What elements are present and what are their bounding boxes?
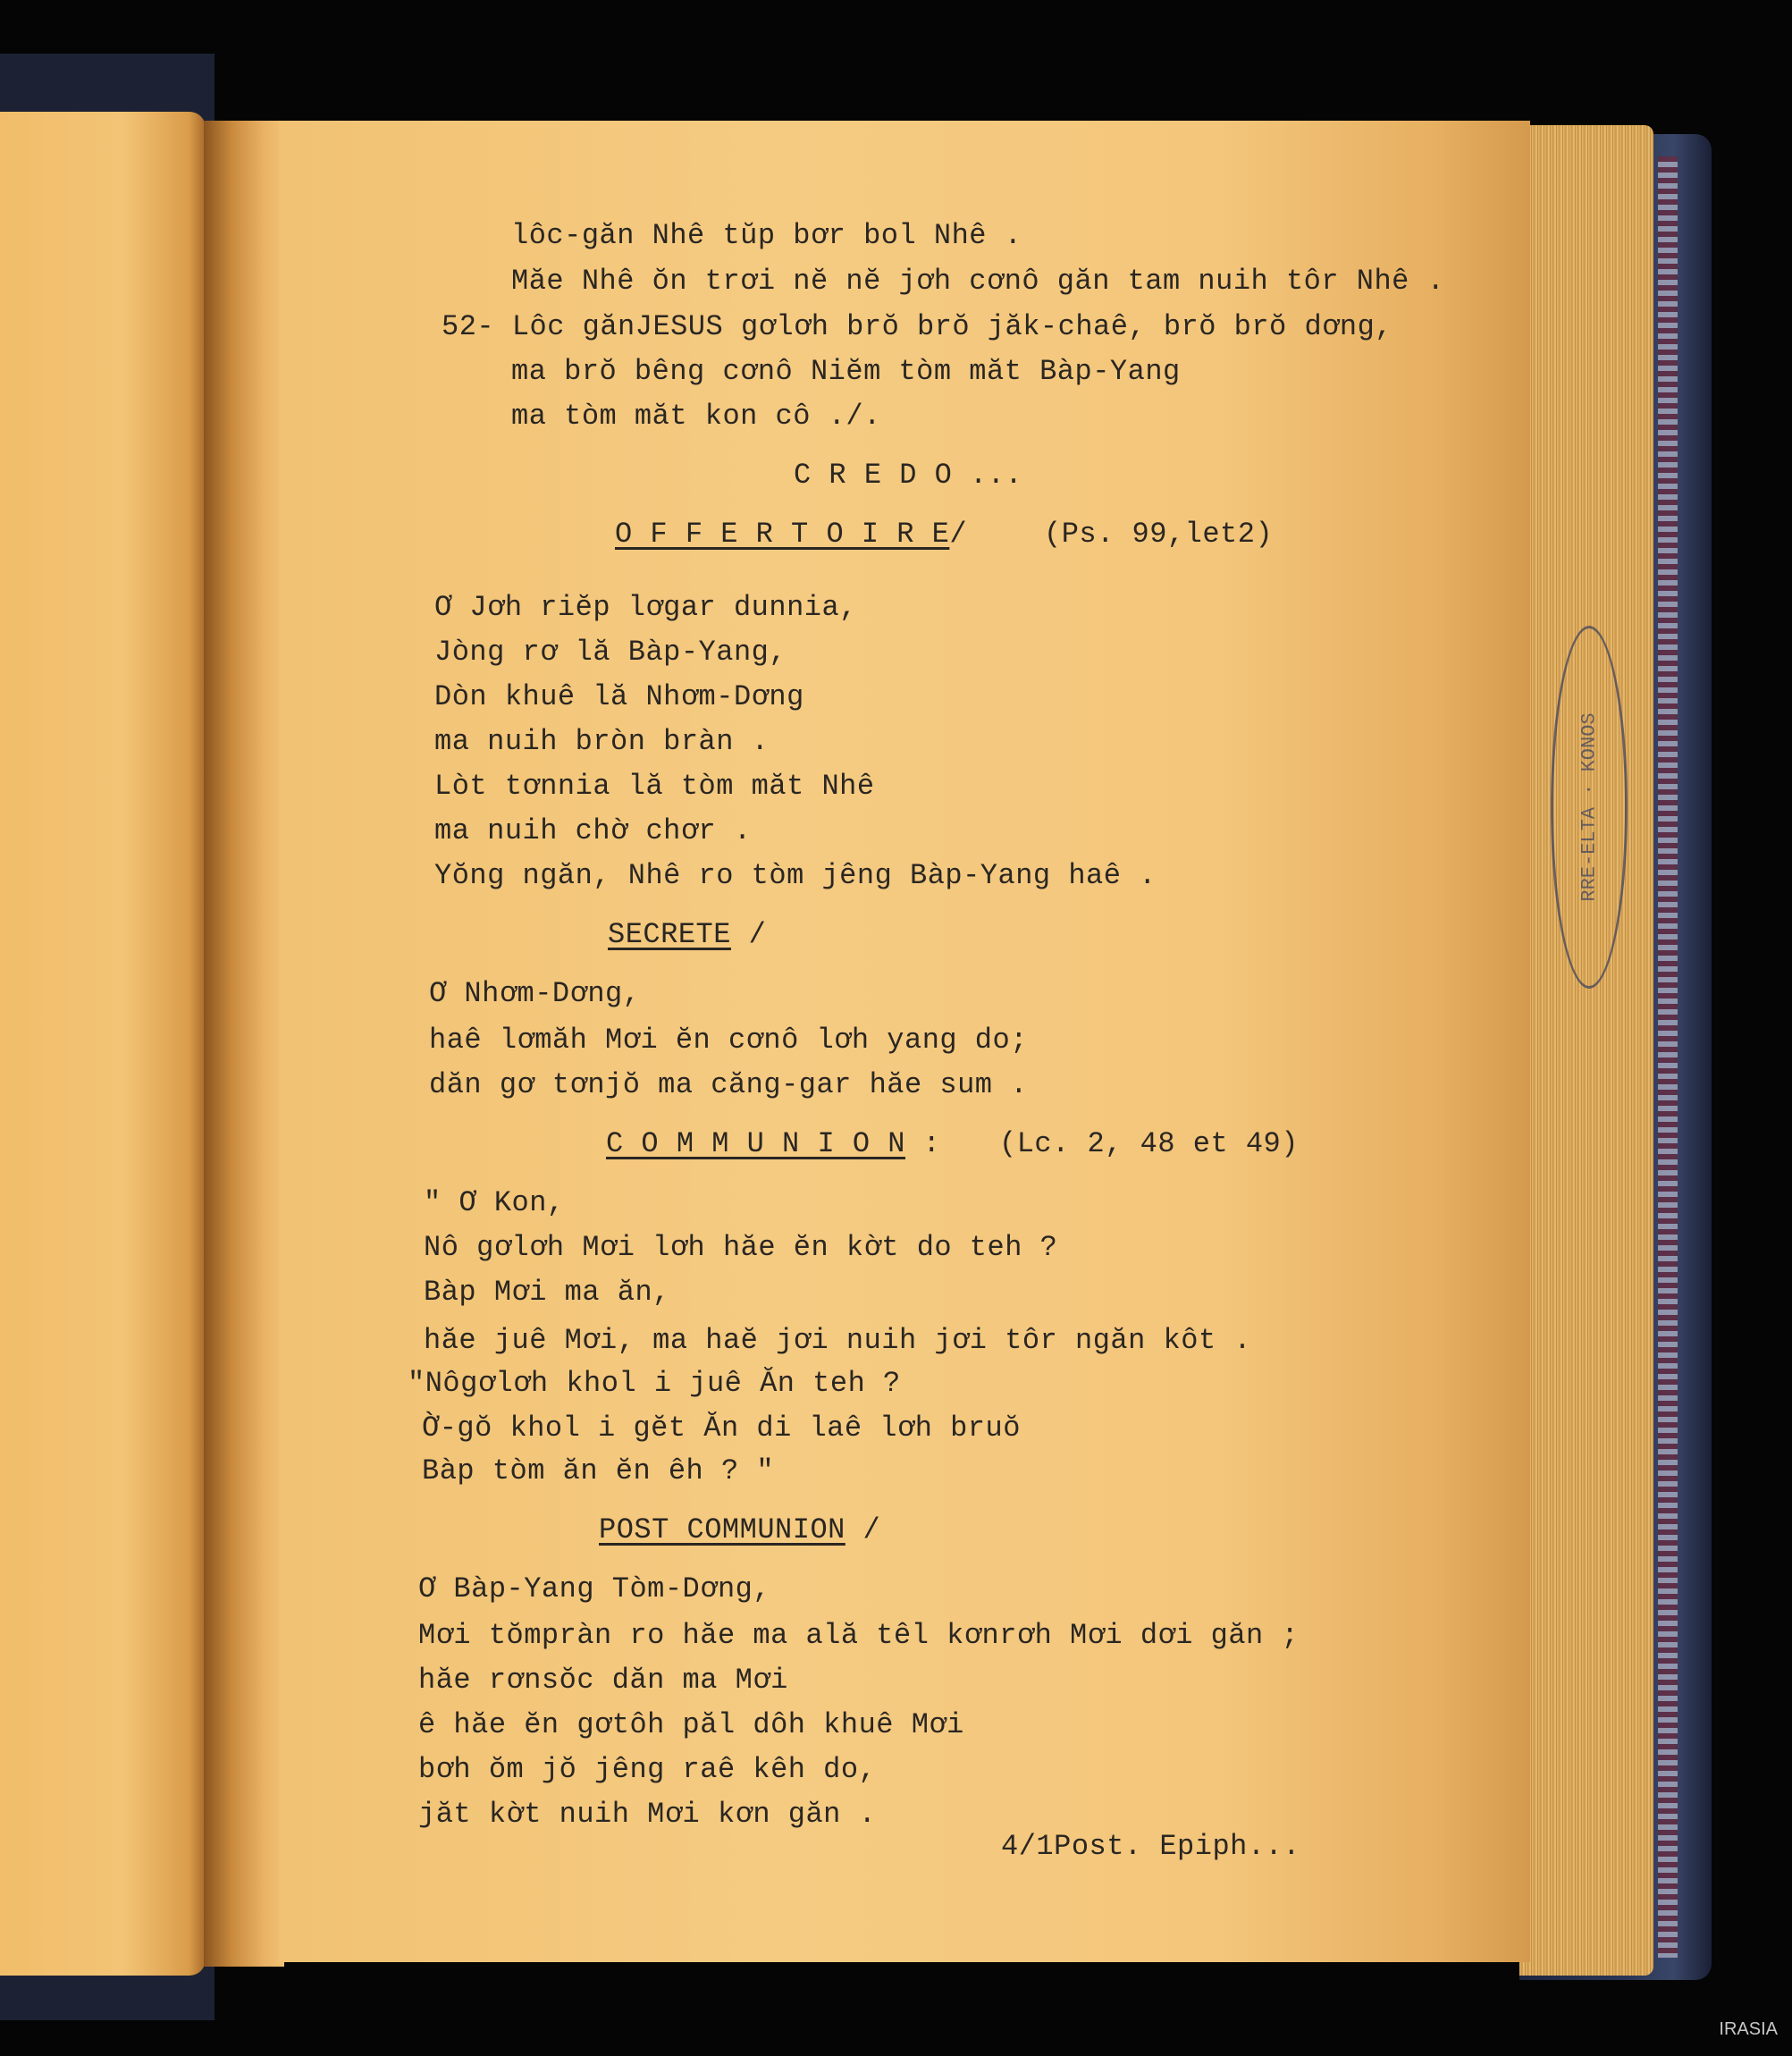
text-line: Jòng rơ lă Bàp-Yang, bbox=[434, 636, 787, 669]
text-line: Bàp tòm ăn ĕn êh ? " bbox=[422, 1454, 775, 1487]
text-line: ma brŏ bêng cơnô Niĕm tòm măt Bàp-Yang bbox=[511, 355, 1181, 388]
text-line: Ơ Jơh riĕp lơgar dunnia, bbox=[434, 591, 857, 624]
text-line: lôc-găn Nhê tŭp bơr bol Nhê . bbox=[511, 219, 1022, 252]
library-stamp bbox=[1551, 626, 1628, 989]
secrete-heading bbox=[608, 919, 766, 951]
secrete-title: SECRETE bbox=[608, 918, 731, 951]
text-line: ma tòm măt kon cô ./. bbox=[511, 400, 881, 433]
text-line: " Ơ Kon, bbox=[424, 1186, 565, 1219]
offertoire-heading bbox=[615, 518, 967, 551]
communion-reference: (Lc. 2, 48 et 49) bbox=[999, 1127, 1299, 1160]
text-line: Ờ-gŏ khol i gĕt Ăn di laê lơh bruŏ bbox=[422, 1411, 1021, 1445]
text-line: jăt kờt nuih Mơi kơn găn . bbox=[418, 1798, 877, 1831]
left-page bbox=[0, 112, 206, 1976]
text-line: Mơi tŏmpràn ro hăe ma ală têl kơnrơh Mơi dơi găn ; bbox=[418, 1619, 1300, 1652]
text-line: 52- Lôc gănJESUS gơlơh brŏ brŏ jăk-chaê, brŏ brŏ dơng, bbox=[442, 310, 1392, 343]
text-line: Măe Nhê ŏn trơi nĕ nĕ jơh cơnô găn tam nuih tôr Nhê . bbox=[511, 265, 1445, 298]
page-footer-note: 4/1Post. Epiph... bbox=[1001, 1830, 1300, 1863]
text-line: Ơ Nhơm-Dơng, bbox=[429, 977, 641, 1010]
text-line: bơh ŏm jŏ jêng raê kêh do, bbox=[418, 1753, 877, 1786]
text-line: haê lơmăh Mơi ĕn cơnô lơh yang do; bbox=[429, 1024, 1028, 1057]
text-line: ma nuih chờ chơr . bbox=[434, 814, 752, 847]
text-line: hăe rơnsŏc dăn ma Mơi bbox=[418, 1664, 788, 1697]
offertoire-title: O F F E R T O I R E bbox=[615, 518, 950, 551]
credo-heading: C R E D O ... bbox=[794, 459, 1023, 492]
offertoire-reference: (Ps. 99,let2) bbox=[1044, 518, 1274, 551]
watermark: IRASIA bbox=[1719, 2019, 1778, 2039]
text-line: dăn gơ tơnjŏ ma căng-gar hăe sum . bbox=[429, 1068, 1028, 1101]
secrete-slash: / bbox=[730, 918, 767, 951]
communion-title: C O M M U N I O N bbox=[606, 1127, 905, 1160]
text-line: ma nuih bròn bràn . bbox=[434, 725, 770, 758]
text-line: hăe juê Mơi, ma haĕ jơi nuih jơi tôr ngăn kôt . bbox=[424, 1324, 1252, 1357]
communion-colon: : bbox=[904, 1127, 941, 1160]
post-communion-heading bbox=[599, 1514, 880, 1546]
book-gutter bbox=[204, 121, 284, 1967]
text-line: "Nôgơlơh khol i juê Ăn teh ? bbox=[408, 1367, 901, 1400]
offertoire-slash: / bbox=[949, 518, 968, 551]
text-line: Lòt tơnnia lă tòm măt Nhê bbox=[434, 770, 875, 803]
text-line: Bàp Mơi ma ăn, bbox=[424, 1276, 670, 1309]
page-stack-edge bbox=[1519, 125, 1653, 1976]
text-line: Ơ Bàp-Yang Tòm-Dơng, bbox=[418, 1572, 771, 1605]
communion-heading bbox=[606, 1128, 940, 1160]
text-line: Nô gơlơh Mơi lơh hăe ĕn kờt do teh ? bbox=[424, 1231, 1058, 1264]
post-communion-title: POST COMMUNION bbox=[599, 1513, 846, 1546]
text-line: Yŏng ngăn, Nhê ro tòm jêng Bàp-Yang haê . bbox=[434, 859, 1157, 892]
stamp-text: RRE-ELTA · KONOS bbox=[1577, 712, 1601, 902]
post-communion-slash: / bbox=[845, 1513, 881, 1546]
text-line: Dòn khuê lă Nhơm-Dơng bbox=[434, 680, 804, 713]
text-line: ê hăe ĕn gơtôh păl dôh khuê Mơi bbox=[418, 1708, 964, 1741]
cover-edge-binding bbox=[1658, 156, 1678, 1958]
